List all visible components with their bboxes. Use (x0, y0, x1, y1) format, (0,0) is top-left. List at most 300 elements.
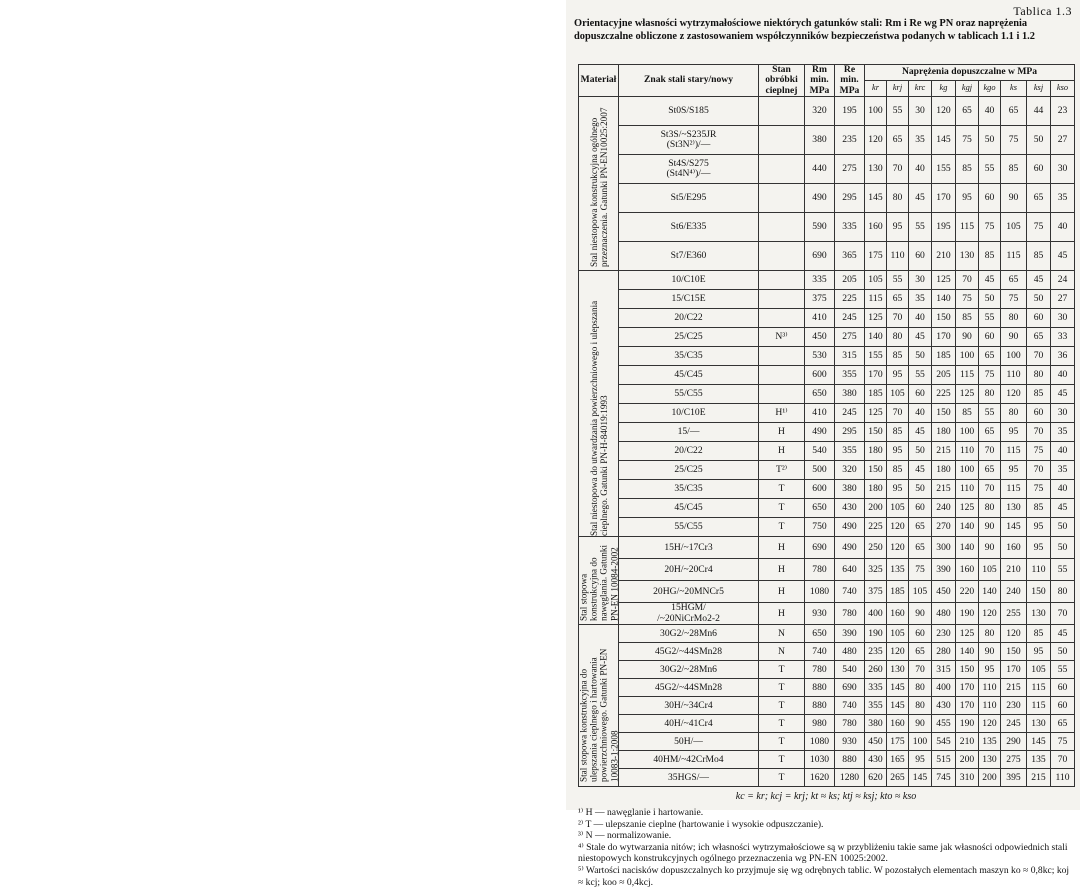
stress-krj-cell: 55 (887, 271, 909, 290)
re-value-cell: 740 (835, 581, 865, 603)
stress-kgo-cell: 95 (979, 661, 1001, 679)
stress-krc-cell: 35 (909, 290, 932, 309)
table-row (579, 733, 1075, 751)
stress-ksj-cell: 60 (1027, 309, 1051, 328)
steel-grade-cell: St5/E295 (619, 184, 759, 213)
col-header-stan: Stan obróbki cieplnej (759, 65, 805, 97)
stress-kr-cell: 150 (865, 461, 887, 480)
stress-ks-cell: 275 (1001, 751, 1027, 769)
stress-kgj-cell: 125 (956, 499, 979, 518)
stress-kg-cell: 195 (932, 213, 956, 242)
stress-krc-cell: 30 (909, 271, 932, 290)
stress-ks-cell: 100 (1001, 347, 1027, 366)
stress-kgj-cell: 100 (956, 423, 979, 442)
stress-kgj-cell: 115 (956, 366, 979, 385)
stress-ksj-cell: 95 (1027, 537, 1051, 559)
stress-krj-cell: 70 (887, 404, 909, 423)
stress-ks-cell: 230 (1001, 697, 1027, 715)
stress-kgo-cell: 55 (979, 309, 1001, 328)
material-group-label (579, 537, 619, 625)
stress-kg-cell: 180 (932, 461, 956, 480)
stress-kr-cell: 180 (865, 442, 887, 461)
stress-kr-cell: 185 (865, 385, 887, 404)
stress-kgj-cell: 110 (956, 442, 979, 461)
stress-ks-cell: 145 (1001, 518, 1027, 537)
stress-kg-cell: 185 (932, 347, 956, 366)
steel-grade-cell: 30G2/~28Mn6 (619, 661, 759, 679)
stress-kso-cell: 75 (1051, 733, 1075, 751)
stress-kr-cell: 175 (865, 242, 887, 271)
stress-krj-cell: 85 (887, 423, 909, 442)
steel-grade-cell: 15/— (619, 423, 759, 442)
rm-value-cell: 690 (805, 242, 835, 271)
stress-kr-cell: 250 (865, 537, 887, 559)
stress-ksj-cell: 75 (1027, 480, 1051, 499)
col-header-naprezenia: Naprężenia dopuszczalne w MPa (865, 65, 1075, 81)
stress-kgo-cell: 90 (979, 518, 1001, 537)
stress-ksj-cell: 70 (1027, 423, 1051, 442)
stress-kso-cell: 24 (1051, 271, 1075, 290)
stress-krj-cell: 85 (887, 347, 909, 366)
stress-kgo-cell: 120 (979, 715, 1001, 733)
rm-value-cell: 410 (805, 309, 835, 328)
stress-kgo-cell: 120 (979, 603, 1001, 625)
stress-ks-cell: 80 (1001, 404, 1027, 423)
stress-kgj-cell: 140 (956, 643, 979, 661)
stress-krj-cell: 55 (887, 97, 909, 126)
stress-krc-cell: 60 (909, 499, 932, 518)
stress-kg-cell: 145 (932, 126, 956, 155)
footnote-1: ¹⁾ H — nawęglanie i hartowanie. (578, 807, 704, 818)
stress-krj-cell: 120 (887, 518, 909, 537)
stress-kr-cell: 150 (865, 423, 887, 442)
table-row (579, 184, 1075, 213)
stress-kso-cell: 110 (1051, 769, 1075, 787)
stress-krj-cell: 160 (887, 715, 909, 733)
stress-krj-cell: 165 (887, 751, 909, 769)
stress-kgj-cell: 100 (956, 461, 979, 480)
col-header-stress-kgj: kgj (956, 81, 979, 97)
steel-grade-cell: St7/E360 (619, 242, 759, 271)
rm-value-cell: 450 (805, 328, 835, 347)
stress-kgo-cell: 130 (979, 751, 1001, 769)
material-group-text: Stal niestopowa konstrukcyjna ogólnego przeznaczenia. Gatunki PN-EN10025:2007 (588, 107, 609, 267)
table-row (579, 97, 1075, 126)
rm-value-cell: 650 (805, 385, 835, 404)
stress-ks-cell: 115 (1001, 480, 1027, 499)
heat-treatment-cell: T²⁾ (759, 461, 805, 480)
steel-grade-cell: 20H/~20Cr4 (619, 559, 759, 581)
stress-kso-cell: 80 (1051, 581, 1075, 603)
stress-kso-cell: 40 (1051, 480, 1075, 499)
stress-krc-cell: 40 (909, 155, 932, 184)
footnotes (578, 807, 1076, 888)
stress-kgj-cell: 85 (956, 155, 979, 184)
stress-kgo-cell: 135 (979, 733, 1001, 751)
stress-kgj-cell: 140 (956, 518, 979, 537)
re-value-cell: 275 (835, 328, 865, 347)
stress-kr-cell: 180 (865, 480, 887, 499)
stress-krc-cell: 50 (909, 480, 932, 499)
stress-kg-cell: 455 (932, 715, 956, 733)
re-value-cell: 390 (835, 625, 865, 643)
re-value-cell: 780 (835, 715, 865, 733)
table-row (579, 769, 1075, 787)
stress-kg-cell: 515 (932, 751, 956, 769)
heat-treatment-cell (759, 347, 805, 366)
stress-krj-cell: 105 (887, 499, 909, 518)
stress-kr-cell: 225 (865, 518, 887, 537)
stress-kgo-cell: 65 (979, 347, 1001, 366)
stress-ks-cell: 65 (1001, 271, 1027, 290)
stress-ksj-cell: 70 (1027, 461, 1051, 480)
stress-krc-cell: 90 (909, 603, 932, 625)
stress-ksj-cell: 85 (1027, 625, 1051, 643)
stress-kgo-cell: 55 (979, 155, 1001, 184)
stress-kgj-cell: 140 (956, 537, 979, 559)
stress-krj-cell: 145 (887, 697, 909, 715)
stress-kso-cell: 60 (1051, 679, 1075, 697)
stress-krc-cell: 55 (909, 213, 932, 242)
stress-kg-cell: 270 (932, 518, 956, 537)
table-row (579, 242, 1075, 271)
table-row (579, 126, 1075, 155)
col-header-stress-kso: kso (1051, 81, 1075, 97)
stress-ksj-cell: 150 (1027, 581, 1051, 603)
re-value-cell: 355 (835, 442, 865, 461)
rm-value-cell: 1030 (805, 751, 835, 769)
stress-kg-cell: 400 (932, 679, 956, 697)
heat-treatment-cell: T (759, 480, 805, 499)
stress-kgj-cell: 210 (956, 733, 979, 751)
stress-kso-cell: 40 (1051, 442, 1075, 461)
stress-kg-cell: 745 (932, 769, 956, 787)
steel-grade-cell: 15/C15E (619, 290, 759, 309)
stress-kso-cell: 65 (1051, 715, 1075, 733)
stress-kr-cell: 125 (865, 309, 887, 328)
stress-krj-cell: 95 (887, 213, 909, 242)
col-header-stress-kr: kr (865, 81, 887, 97)
re-value-cell: 295 (835, 423, 865, 442)
stress-ksj-cell: 70 (1027, 347, 1051, 366)
stress-ks-cell: 130 (1001, 499, 1027, 518)
stress-kr-cell: 450 (865, 733, 887, 751)
stress-ks-cell: 80 (1001, 309, 1027, 328)
table-row (579, 661, 1075, 679)
stress-ksj-cell: 50 (1027, 290, 1051, 309)
stress-kgj-cell: 190 (956, 603, 979, 625)
heat-treatment-cell: T (759, 679, 805, 697)
rm-value-cell: 740 (805, 643, 835, 661)
material-group-label (579, 625, 619, 787)
stress-kso-cell: 30 (1051, 404, 1075, 423)
stress-kg-cell: 280 (932, 643, 956, 661)
stress-kso-cell: 35 (1051, 461, 1075, 480)
stress-kr-cell: 355 (865, 697, 887, 715)
steel-grade-cell: 40H/~41Cr4 (619, 715, 759, 733)
steel-grade-cell: 25/C25 (619, 328, 759, 347)
table-row (579, 715, 1075, 733)
col-header-stress-ksj: ksj (1027, 81, 1051, 97)
rm-value-cell: 1080 (805, 733, 835, 751)
stress-krc-cell: 80 (909, 697, 932, 715)
table-row (579, 347, 1075, 366)
table-body (579, 97, 1075, 787)
heat-treatment-cell (759, 184, 805, 213)
heat-treatment-cell (759, 97, 805, 126)
stress-kg-cell: 150 (932, 309, 956, 328)
steel-grade-cell: 20/C22 (619, 309, 759, 328)
re-value-cell: 195 (835, 97, 865, 126)
stress-kg-cell: 210 (932, 242, 956, 271)
stress-kgo-cell: 45 (979, 271, 1001, 290)
stress-kgj-cell: 75 (956, 290, 979, 309)
table-row (579, 751, 1075, 769)
rm-value-cell: 650 (805, 499, 835, 518)
stress-kg-cell: 315 (932, 661, 956, 679)
stress-kgo-cell: 40 (979, 97, 1001, 126)
heat-treatment-cell (759, 242, 805, 271)
stress-kgo-cell: 90 (979, 643, 1001, 661)
stress-krc-cell: 50 (909, 442, 932, 461)
table-caption: Orientacyjne własności wytrzymałościowe niektórych gatunków stali: Rm i Re wg PN oraz naprężenia dopuszczalne obliczone z zastosowaniem współczynników bezpieczeństwa podanych w tablicach 1.1 i 1.2 (574, 18, 1035, 42)
table-number: Tablica 1.3 (1013, 4, 1072, 18)
heat-treatment-cell: H¹⁾ (759, 404, 805, 423)
stress-ks-cell: 150 (1001, 643, 1027, 661)
stress-kgj-cell: 85 (956, 309, 979, 328)
stress-ks-cell: 95 (1001, 461, 1027, 480)
re-value-cell: 225 (835, 290, 865, 309)
stress-krc-cell: 70 (909, 661, 932, 679)
re-value-cell: 380 (835, 480, 865, 499)
heat-treatment-cell (759, 271, 805, 290)
stress-krj-cell: 120 (887, 537, 909, 559)
stress-kso-cell: 55 (1051, 559, 1075, 581)
steel-grade-cell: St6/E335 (619, 213, 759, 242)
stress-kg-cell: 180 (932, 423, 956, 442)
stress-ks-cell: 120 (1001, 385, 1027, 404)
stress-kso-cell: 35 (1051, 184, 1075, 213)
stress-ks-cell: 160 (1001, 537, 1027, 559)
steel-grade-cell: 15HGM/ /~20NiCrMo2-2 (619, 603, 759, 625)
rm-value-cell: 750 (805, 518, 835, 537)
steel-grade-cell: 45/C45 (619, 366, 759, 385)
stress-kg-cell: 545 (932, 733, 956, 751)
re-value-cell: 540 (835, 661, 865, 679)
stress-kgj-cell: 85 (956, 404, 979, 423)
stress-kso-cell: 50 (1051, 537, 1075, 559)
stress-kgo-cell: 55 (979, 404, 1001, 423)
heat-treatment-cell: T (759, 518, 805, 537)
stress-kgo-cell: 85 (979, 242, 1001, 271)
stress-kr-cell: 235 (865, 643, 887, 661)
stress-ksj-cell: 95 (1027, 518, 1051, 537)
stress-kr-cell: 115 (865, 290, 887, 309)
col-header-rm: Rm min. MPa (805, 65, 835, 97)
stress-krc-cell: 80 (909, 679, 932, 697)
document-page (566, 0, 1080, 888)
stress-kg-cell: 120 (932, 97, 956, 126)
stress-krj-cell: 105 (887, 385, 909, 404)
stress-kgo-cell: 105 (979, 559, 1001, 581)
col-header-stress-kg: kg (932, 81, 956, 97)
stress-kgj-cell: 170 (956, 679, 979, 697)
stress-kr-cell: 155 (865, 347, 887, 366)
stress-ks-cell: 75 (1001, 290, 1027, 309)
stress-kr-cell: 140 (865, 328, 887, 347)
heat-treatment-cell: T (759, 661, 805, 679)
stress-kg-cell: 155 (932, 155, 956, 184)
stress-kso-cell: 50 (1051, 518, 1075, 537)
stress-ks-cell: 65 (1001, 97, 1027, 126)
stress-ksj-cell: 75 (1027, 213, 1051, 242)
stress-kso-cell: 33 (1051, 328, 1075, 347)
stress-kgj-cell: 125 (956, 385, 979, 404)
re-value-cell: 690 (835, 679, 865, 697)
steel-grade-cell: 55/C55 (619, 518, 759, 537)
stress-kg-cell: 215 (932, 442, 956, 461)
stress-kso-cell: 23 (1051, 97, 1075, 126)
stress-kr-cell: 160 (865, 213, 887, 242)
table-row (579, 213, 1075, 242)
stress-krj-cell: 105 (887, 625, 909, 643)
steel-grade-cell: 20/C22 (619, 442, 759, 461)
heat-treatment-cell (759, 309, 805, 328)
stress-ksj-cell: 105 (1027, 661, 1051, 679)
stress-kgj-cell: 95 (956, 184, 979, 213)
stress-kgj-cell: 310 (956, 769, 979, 787)
steel-grade-cell: 35HGS/— (619, 769, 759, 787)
stress-krj-cell: 145 (887, 679, 909, 697)
re-value-cell: 880 (835, 751, 865, 769)
steel-grade-cell: 45G2/~44SMn28 (619, 643, 759, 661)
stress-ks-cell: 170 (1001, 661, 1027, 679)
rm-value-cell: 530 (805, 347, 835, 366)
col-header-material: Materiał (579, 65, 619, 97)
steel-grade-cell: St4S/S275 (St4N⁴⁾)/— (619, 155, 759, 184)
stress-kr-cell: 105 (865, 271, 887, 290)
stress-kg-cell: 205 (932, 366, 956, 385)
heat-treatment-cell: H (759, 442, 805, 461)
stress-kgj-cell: 150 (956, 661, 979, 679)
re-value-cell: 480 (835, 643, 865, 661)
stress-ks-cell: 210 (1001, 559, 1027, 581)
stress-kgo-cell: 65 (979, 423, 1001, 442)
table-row (579, 559, 1075, 581)
stress-kg-cell: 170 (932, 328, 956, 347)
stress-krc-cell: 65 (909, 643, 932, 661)
steel-grade-cell: 30H/~34Cr4 (619, 697, 759, 715)
table-row (579, 385, 1075, 404)
stress-ks-cell: 245 (1001, 715, 1027, 733)
steel-grade-cell: 40HM/~42CrMo4 (619, 751, 759, 769)
stress-krj-cell: 160 (887, 603, 909, 625)
rm-value-cell: 490 (805, 423, 835, 442)
stress-krj-cell: 80 (887, 328, 909, 347)
heat-treatment-cell (759, 126, 805, 155)
formula-line: kc = kr; kcj = krj; kt ≈ ks; ktj ≈ ksj; kto ≈ kso (735, 791, 917, 802)
table-row (579, 480, 1075, 499)
stress-krc-cell: 65 (909, 537, 932, 559)
stress-kso-cell: 45 (1051, 385, 1075, 404)
heat-treatment-cell: T (759, 733, 805, 751)
steel-grade-cell: 20HG/~20MNCr5 (619, 581, 759, 603)
stress-krc-cell: 95 (909, 751, 932, 769)
stress-kgj-cell: 125 (956, 625, 979, 643)
rm-value-cell: 380 (805, 126, 835, 155)
stress-ksj-cell: 45 (1027, 271, 1051, 290)
stress-ks-cell: 85 (1001, 155, 1027, 184)
stress-kgj-cell: 75 (956, 126, 979, 155)
table-row (579, 581, 1075, 603)
stress-kr-cell: 260 (865, 661, 887, 679)
table-row (579, 290, 1075, 309)
stress-krc-cell: 45 (909, 328, 932, 347)
rm-value-cell: 780 (805, 661, 835, 679)
stress-ks-cell: 115 (1001, 442, 1027, 461)
re-value-cell: 380 (835, 385, 865, 404)
table-row (579, 309, 1075, 328)
footnote-3: ³⁾ N — normalizowanie. (578, 830, 672, 842)
strength-table-container (578, 64, 1074, 802)
table-row (579, 679, 1075, 697)
stress-krc-cell: 35 (909, 126, 932, 155)
material-group-label (579, 97, 619, 271)
stress-kr-cell: 335 (865, 679, 887, 697)
stress-kgj-cell: 110 (956, 480, 979, 499)
stress-ksj-cell: 115 (1027, 679, 1051, 697)
steel-grade-cell: 45/C45 (619, 499, 759, 518)
stress-kso-cell: 30 (1051, 155, 1075, 184)
stress-krj-cell: 110 (887, 242, 909, 271)
stress-kgj-cell: 160 (956, 559, 979, 581)
rm-value-cell: 320 (805, 97, 835, 126)
re-value-cell: 780 (835, 603, 865, 625)
heat-treatment-cell: T (759, 769, 805, 787)
stress-kr-cell: 145 (865, 184, 887, 213)
stress-kgo-cell: 50 (979, 126, 1001, 155)
heat-treatment-cell: T (759, 499, 805, 518)
re-value-cell: 235 (835, 126, 865, 155)
steel-grade-cell: St0S/S185 (619, 97, 759, 126)
rm-value-cell: 540 (805, 442, 835, 461)
stress-krc-cell: 145 (909, 769, 932, 787)
stress-krj-cell: 265 (887, 769, 909, 787)
stress-krj-cell: 95 (887, 442, 909, 461)
table-row (579, 423, 1075, 442)
stress-ksj-cell: 215 (1027, 769, 1051, 787)
footnote-2: ²⁾ T — ulepszanie cieplne (hartowanie i wysokie odpuszczanie). (578, 818, 824, 830)
stress-kr-cell: 200 (865, 499, 887, 518)
material-group-label (579, 271, 619, 537)
stress-krj-cell: 175 (887, 733, 909, 751)
stress-krc-cell: 45 (909, 184, 932, 213)
stress-kso-cell: 40 (1051, 366, 1075, 385)
stress-ksj-cell: 85 (1027, 499, 1051, 518)
material-group-text: Stal stopowa konstrukcyjna do ulepszania cieplnego i hartowania powierzchniowego. Gatunki PN-EN 10083-1:2008 (578, 648, 619, 782)
stress-ksj-cell: 95 (1027, 643, 1051, 661)
stress-kr-cell: 325 (865, 559, 887, 581)
stress-kr-cell: 380 (865, 715, 887, 733)
table-row (579, 366, 1075, 385)
stress-kr-cell: 125 (865, 404, 887, 423)
stress-ks-cell: 90 (1001, 184, 1027, 213)
stress-kgj-cell: 130 (956, 242, 979, 271)
stress-kr-cell: 430 (865, 751, 887, 769)
strength-table (578, 64, 1075, 787)
steel-grade-cell: 55/C55 (619, 385, 759, 404)
stress-kg-cell: 300 (932, 537, 956, 559)
